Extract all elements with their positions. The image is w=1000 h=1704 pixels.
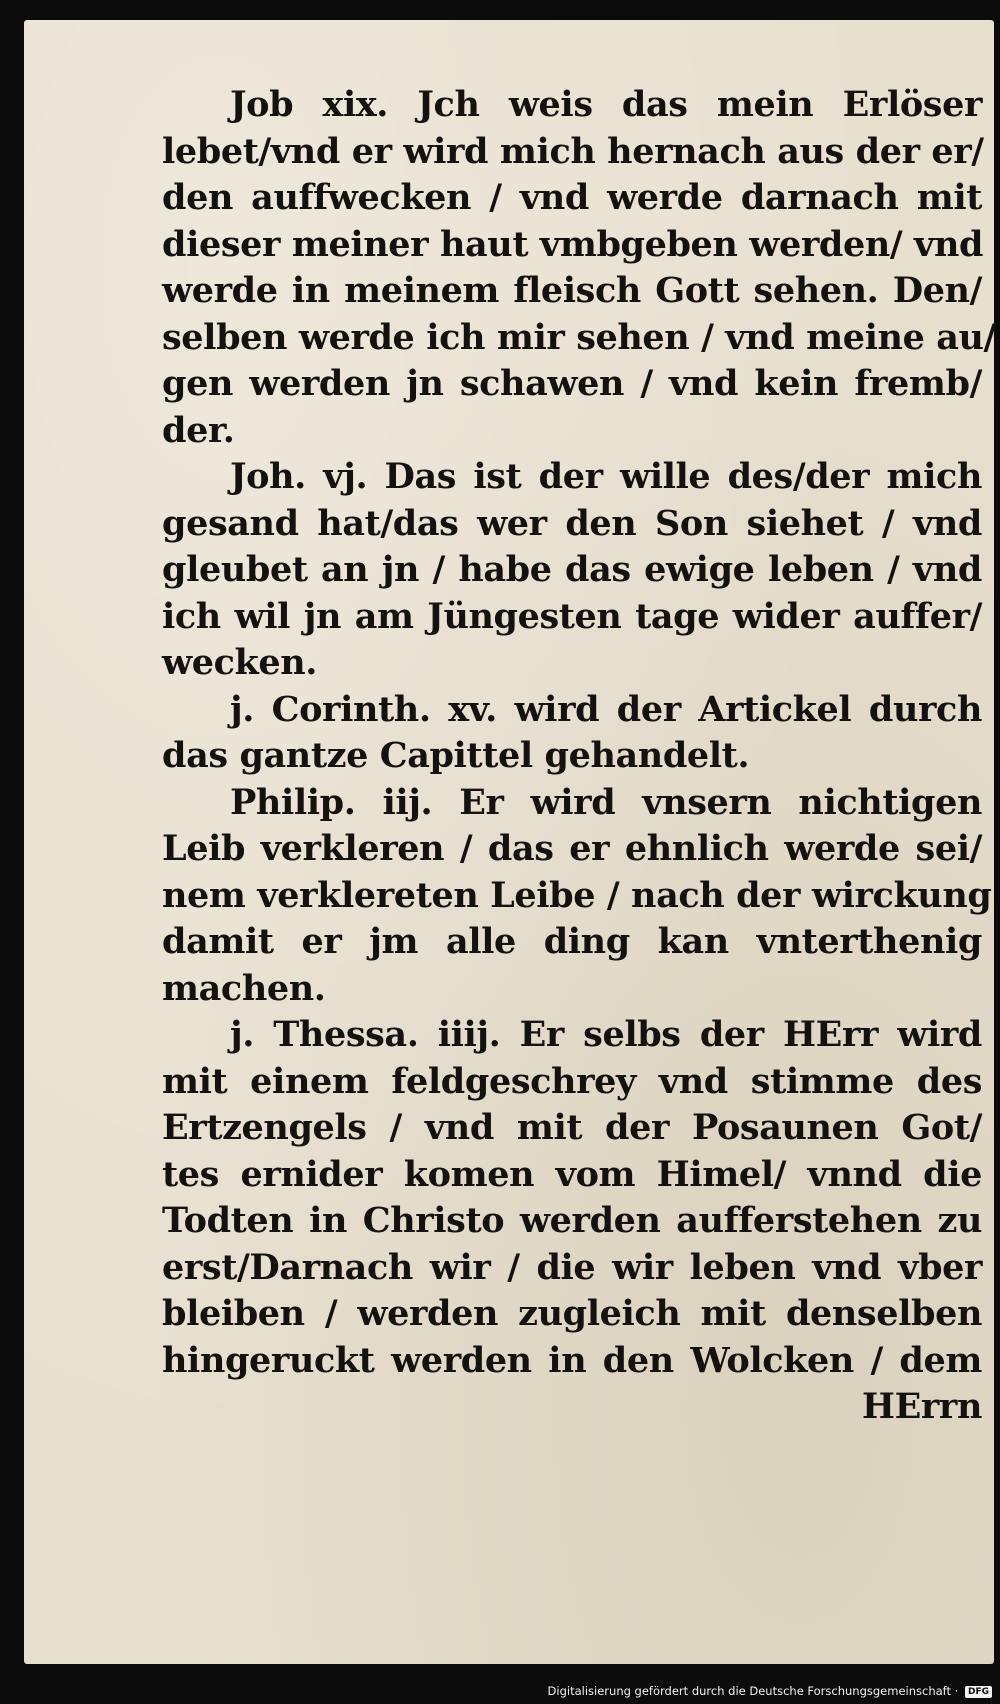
text-line: werde in meinem fleisch Gott sehen. Den/ — [162, 270, 982, 311]
digitization-footer — [0, 1684, 992, 1698]
text-line: Joh. vj. Das ist der wille des/der mich — [230, 456, 982, 497]
dfg-logo: DFG — [965, 1686, 992, 1698]
text-line: den auffwecken / vnd werde darnach mit — [162, 177, 982, 218]
text-line: hingeruckt werden in den Wolcken / dem — [162, 1339, 982, 1381]
text-line: gen werden jn schawen / vnd kein fremb/ — [162, 363, 982, 404]
text-line: tes ernider komen vom Himel/ vnnd die — [162, 1153, 982, 1195]
text-line: bleiben / werden zugleich mit denselben — [162, 1293, 982, 1334]
text-line: der. — [162, 409, 235, 451]
text-line: gleubet an jn / habe das ewige leben / vnd — [162, 549, 982, 590]
text-line: j. Thessa. iiij. Er selbs der HErr wird — [230, 1014, 982, 1055]
text-line: Philip. iij. Er wird vnsern nichtigen — [230, 781, 982, 823]
book-page — [24, 20, 994, 1664]
text-line: ich wil jn am Jüngesten tage wider auffer/ — [162, 595, 982, 637]
text-line: das gantze Capittel gehandelt. — [162, 735, 750, 776]
text-line: Job xix. Jch weis das mein Erlöser — [230, 84, 982, 125]
footer-credit-text: Digitalisierung gefördert durch die Deutsche Forschungsgemeinschaft · — [547, 1684, 959, 1698]
text-line: dieser meiner haut vmbgeben werden/ vnd — [162, 223, 984, 265]
text-line: erst/Darnach wir / die wir leben vnd vber — [162, 1246, 982, 1288]
text-line: nem verklereten Leibe / nach der wirckung — [162, 874, 992, 916]
text-line: mit einem feldgeschrey vnd stimme des — [162, 1060, 982, 1102]
text-line: damit er jm alle ding kan vnterthenig — [162, 921, 982, 962]
text-line: lebet/vnd er wird mich hernach aus der er/ — [162, 130, 984, 172]
text-line: Ertzengels / vnd mit der Posaunen Got/ — [162, 1107, 982, 1148]
text-line: machen. — [162, 967, 326, 1009]
text-line: Todten in Christo werden aufferstehen zu — [162, 1200, 982, 1241]
catchword: HErrn — [861, 1386, 982, 1427]
text-line: selben werde ich mir sehen / vnd meine au/ — [162, 316, 996, 358]
text-line: j. Corinth. xv. wird der Artickel durch — [230, 688, 982, 730]
text-line: Leib verkleren / das er ehnlich werde sei/ — [162, 828, 982, 869]
text-line: gesand hat/das wer den Son siehet / vnd — [162, 502, 982, 544]
page-text-block — [162, 82, 996, 1431]
text-line: wecken. — [162, 642, 318, 683]
